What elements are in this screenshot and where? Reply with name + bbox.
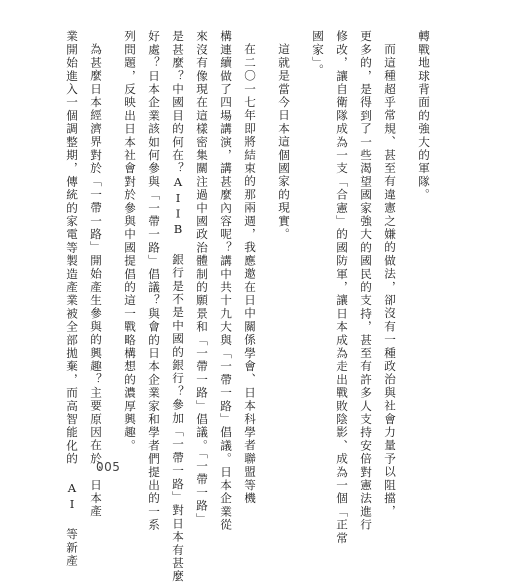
text-line: 這就是當今日本這個國家的現實。 bbox=[277, 43, 291, 241]
text-line: 轉戰地球背面的強大的軍隊。 bbox=[417, 30, 431, 202]
text-line: 構連續做了四場講演，講甚麼內容呢？講中共十九大與「一帶一路」倡議。日本企業從 bbox=[219, 30, 233, 532]
text-line: 國家」。 bbox=[311, 30, 325, 77]
text-line: 好處？日本企業該如何參與「一帶一路」倡議？與會的日本企業家和學者們提出的一系 bbox=[147, 30, 161, 532]
text-line: 為甚麼日本經濟界對於「一帶一路」開始產生參與的興趣？主要原因在於，日本產 bbox=[89, 43, 103, 519]
text-line: 業開始進入一個調整期，傳統的家電等製造產業被全部拋棄，而高智能化的 AI 等新產 bbox=[65, 30, 79, 568]
text-line: 是甚麼？中國目的何在？AIIB 銀行是不是中國的銀行？參加「一帶一路」對日本有甚麼 bbox=[171, 30, 185, 583]
text-line: 來沒有像現在這樣密集關注過中國政治體制的願景和「一帶一路」倡議。「一帶一路」 bbox=[195, 30, 209, 526]
text-line: 而這種超乎常規、甚至有違憲之嫌的做法，卻沒有一種政治與社會力量予以阻擋， bbox=[383, 43, 397, 519]
text-line: 更多的，是得到了一些渴望國家強大的國民的支持，甚至有許多人支持安倍對憲法進行 bbox=[359, 30, 373, 532]
text-line: 修改，讓自衛隊成為一支「合憲」的國防軍，讓日本成為走出戰敗陰影、成為一個「正常 bbox=[335, 30, 349, 545]
text-line: 在二〇一七年即將結束的那兩週，我應邀在日中關係學會、日本科學者聯盟等機 bbox=[243, 43, 257, 505]
page-number: 005 bbox=[96, 460, 121, 474]
text-line: 列問題，反映出日本社會對於參與中國提倡的這一戰略構想的濃厚興趣。 bbox=[123, 30, 137, 453]
